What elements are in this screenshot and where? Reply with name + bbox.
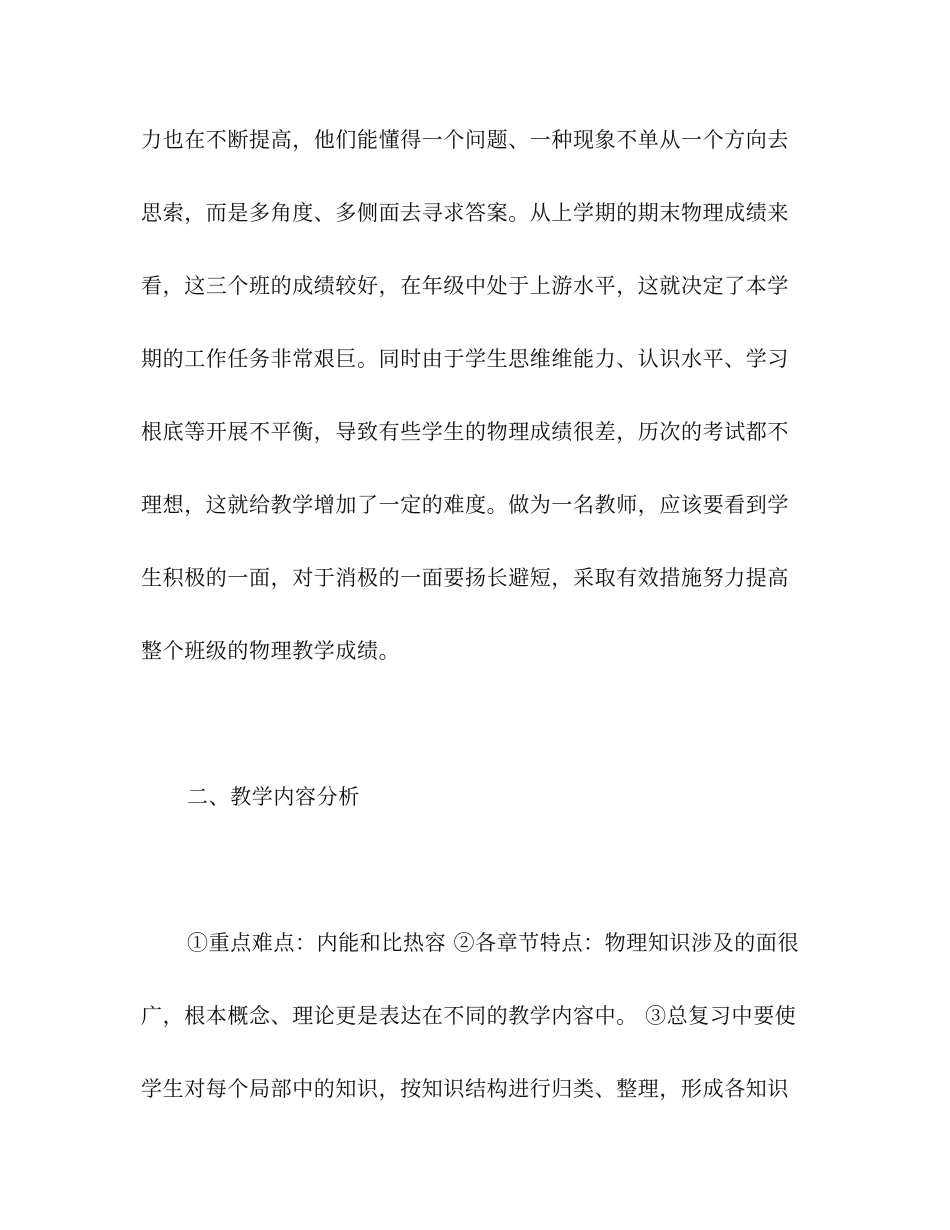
paragraph-line: 根底等开展不平衡，导致有些学生的物理成绩很差，历次的考试都不 (141, 420, 789, 444)
paragraph-line: 思索，而是多角度、多侧面去寻求答案。从上学期的期末物理成绩来 (141, 201, 789, 225)
paragraph-line: 广，根本概念、理论更是表达在不同的教学内容中。 ③总复习中要使 (141, 1004, 797, 1028)
paragraph-line: 力也在不断提高，他们能懂得一个问题、一种现象不单从一个方向去 (141, 128, 789, 152)
paragraph-line: 生积极的一面，对于消极的一面要扬长避短，采取有效措施努力提高 (141, 566, 789, 590)
paragraph-line: 期的工作任务非常艰巨。同时由于学生思维维能力、认识水平、学习 (141, 347, 789, 371)
paragraph-line: 理想，这就给教学增加了一定的难度。做为一名教师，应该要看到学 (141, 493, 789, 517)
paragraph-line: 整个班级的物理教学成绩。 (141, 639, 401, 663)
paragraph-line: 学生对每个局部中的知识，按知识结构进行归类、整理，形成各知识 (141, 1077, 789, 1101)
paragraph-line: 看，这三个班的成绩较好，在年级中处于上游水平，这就决定了本学 (141, 274, 789, 298)
section-heading: 二、教学内容分析 (187, 785, 360, 809)
paragraph-line: ①重点难点：内能和比热容 ②各章节特点：物理知识涉及的面很 (187, 931, 800, 955)
